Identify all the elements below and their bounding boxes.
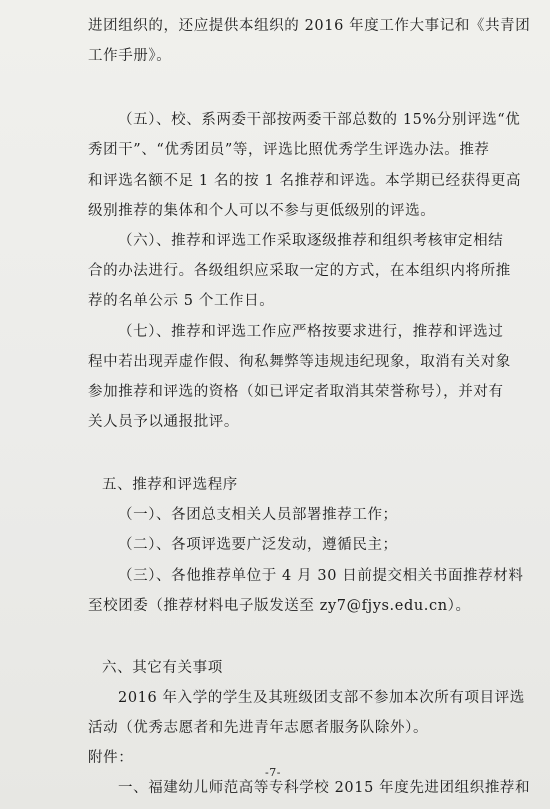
page-number: -7- bbox=[265, 766, 281, 779]
text-line: （五）、校、系两委干部按两委干部总数的 15%分别评选“优 bbox=[118, 112, 521, 128]
text-line: （三）、各他推荐单位于 4 月 30 日前提交相关书面推荐材料 bbox=[118, 568, 524, 584]
text-line: 关人员予以通报批评。 bbox=[88, 414, 239, 430]
text-line: 活动（优秀志愿者和先进青年志愿者服务队除外）。 bbox=[88, 720, 429, 736]
text-line: （七）、推荐和评选工作应严格按要求进行，推荐和评选过 bbox=[118, 324, 504, 340]
text-line: 合的办法进行。各级组织应采取一定的方式，在本组织内将所推 bbox=[88, 263, 511, 279]
text-line: 一、福建幼儿师范高等专科学校 2015 年度先进团组织推荐和 bbox=[118, 780, 531, 796]
attachment-label: 附件： bbox=[88, 750, 134, 766]
section-heading: 五、推荐和评选程序 bbox=[102, 477, 238, 493]
text-line: 和评选名额不足 1 名的按 1 名推荐和评选。本学期已经获得更高 bbox=[88, 173, 522, 189]
text-line: 工作手册》。 bbox=[88, 48, 172, 64]
text-line: （一）、各团总支相关人员部署推荐工作； bbox=[118, 507, 398, 523]
text-line: 级别推荐的集体和个人可以不参与更低级别的评选。 bbox=[88, 203, 436, 219]
text-line: 进团组织的，还应提供本组织的 2016 年度工作大事记和《共青团 bbox=[88, 18, 531, 34]
section-heading: 六、其它有关事项 bbox=[102, 660, 223, 676]
text-line: 程中若出现弄虚作假、徇私舞弊等违规违纪现象，取消有关对象 bbox=[88, 354, 511, 370]
text-line: 参加推荐和评选的资格（如已评定者取消其荣誉称号），并对有 bbox=[88, 384, 504, 400]
text-line: 2016 年入学的学生及其班级团支部不参加本次所有项目评选 bbox=[118, 690, 525, 706]
text-line: （六）、推荐和评选工作采取逐级推荐和组织考核审定相结 bbox=[118, 233, 504, 249]
text-line: 秀团干”、“优秀团员”等，评选比照优秀学生评选办法。推荐 bbox=[88, 142, 490, 158]
text-line: 荐的名单公示 5 个工作日。 bbox=[88, 293, 275, 309]
text-line: 至校团委（推荐材料电子版发送至 zy7@fjys.edu.cn）。 bbox=[88, 598, 471, 614]
text-line: （二）、各项评选要广泛发动，遵循民主； bbox=[118, 537, 398, 553]
